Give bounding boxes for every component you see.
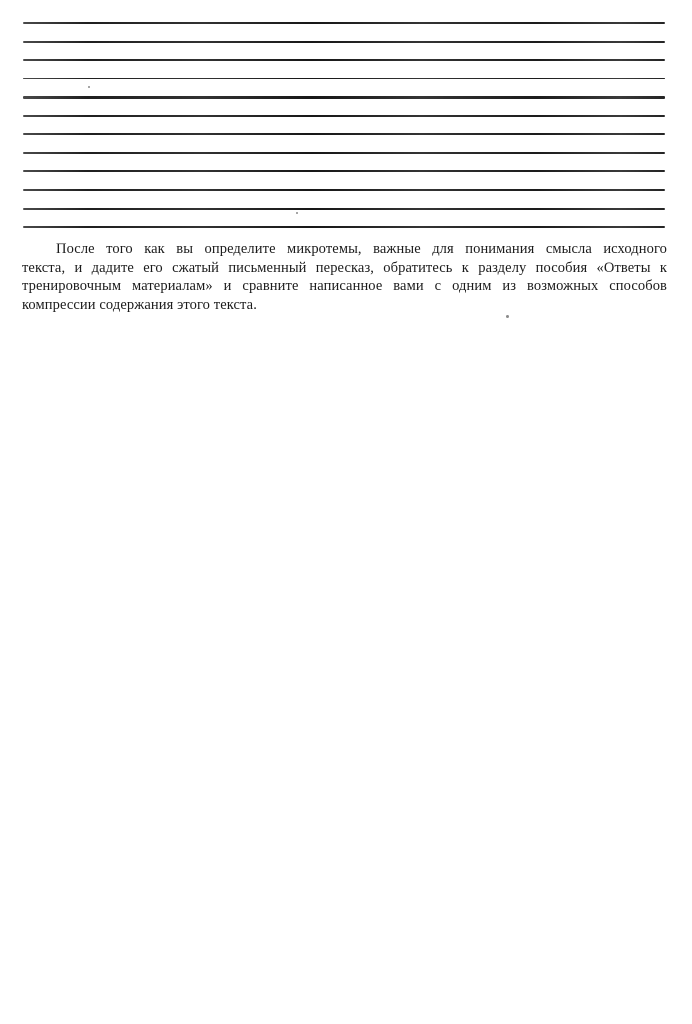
paragraph-line: тренировочным материалам» и сравните написанное вами с одним из возможных способов [22, 278, 667, 295]
answer-line [23, 59, 665, 61]
scan-speck [88, 86, 90, 88]
answer-line [23, 208, 665, 210]
answer-line [23, 22, 665, 24]
instruction-paragraph [22, 240, 667, 315]
answer-lines-area [0, 0, 692, 235]
answer-line [23, 96, 665, 98]
answer-line [23, 41, 665, 43]
paragraph-line: компрессии содержания этого текста. [22, 297, 257, 314]
scan-speck [506, 315, 509, 318]
paragraph-line: текста, и дадите его сжатый письменный пересказ, обратитесь к разделу пособия «Ответы к [22, 259, 667, 276]
paragraph-line: После того как вы определите микротемы, важные для понимания смысла исходного [56, 241, 667, 257]
answer-line [23, 78, 665, 80]
scan-speck [296, 212, 298, 214]
answer-line [23, 226, 665, 228]
answer-line [23, 189, 665, 191]
answer-line [23, 170, 665, 172]
answer-line [23, 133, 665, 135]
answer-line [23, 152, 665, 154]
answer-line [23, 115, 665, 117]
